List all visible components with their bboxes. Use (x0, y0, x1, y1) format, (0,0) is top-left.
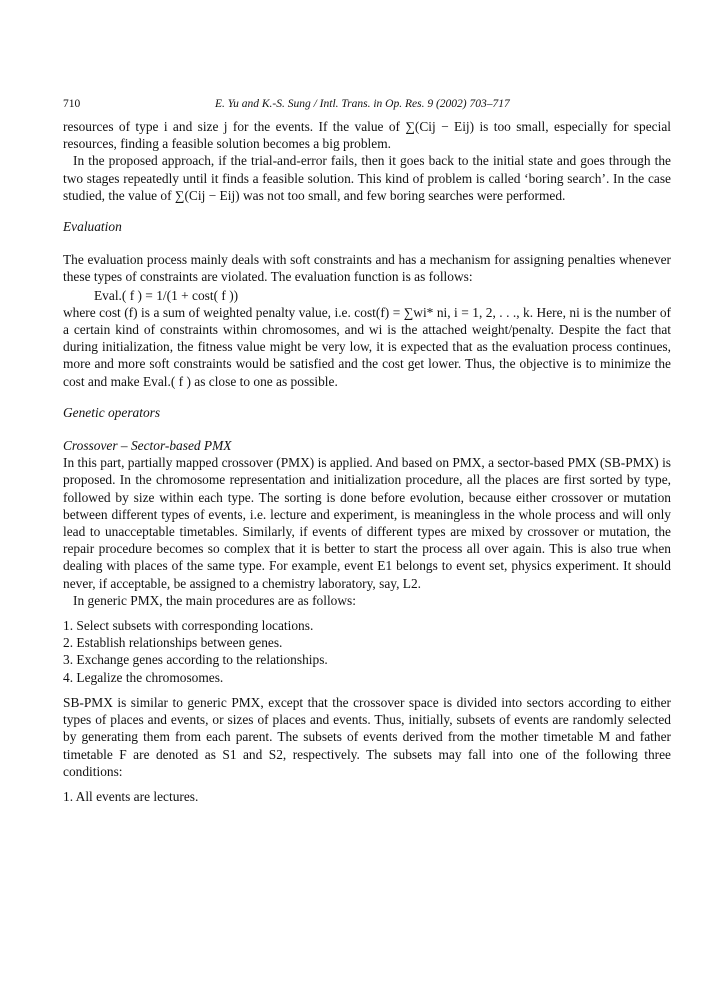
paragraph-7: SB-PMX is similar to generic PMX, except that the crossover space is divided into sectors according to either types of places and events, or sizes of places and events. Thus, initially, subsets of events are randomly selected by generating them from each parent. The subsets of events derived from the mother timetable M and father timetable F are denoted as S1 and S2, respectively. The subsets may fall into one of the following three conditions: (63, 694, 671, 779)
list-item: 1. Select subsets with corresponding locations. (63, 618, 314, 634)
running-title: E. Yu and K.-S. Sung / Intl. Trans. in Op. Res. 9 (2002) 703–717 (215, 98, 510, 110)
paragraph-5: In this part, partially mapped crossover (PMX) is applied. And based on PMX, a sector-based PMX (SB-PMX) is proposed. In the chromosome representation and initialization procedure, all the places are first sorted by type, followed by size within each type. The sorting is done before evolution, because either crossover or mutation between different types of events, i.e. lecture and experiment, is meaningless in the whole process and will only lead to unacceptable timetables. Similarly, if events of different types are mixed by crossover or mutation, the repair procedure becomes so complex that it is better to start the process all over again. This is also true when dealing with places of the same type. For example, event E1 belongs to event set, physics experiment. It should never, if acceptable, be assigned to a chemistry laboratory, say, L2. (63, 455, 671, 591)
list-item: 3. Exchange genes according to the relationships. (63, 652, 328, 668)
page-number: 710 (63, 98, 81, 110)
conditions-list (63, 788, 671, 805)
paragraph-1: resources of type i and size j for the events. If the value of ∑(Cij − Eij) is too small, especially for special resources, finding a feasible solution becomes a big problem. (63, 119, 671, 152)
paragraph-6: In generic PMX, the main procedures are as follows: (73, 592, 356, 608)
page-header (63, 96, 671, 114)
section-heading-evaluation: Evaluation (63, 219, 122, 235)
procedure-list (63, 617, 671, 686)
equation-eval: Eval.( f ) = 1/(1 + cost( f )) (94, 287, 239, 303)
paragraph-3: The evaluation process mainly deals with soft constraints and has a mechanism for assigning penalties whenever these types of constraints are violated. The evaluation function is as follows: (63, 252, 671, 285)
section-heading-genetic-operators: Genetic operators (63, 404, 161, 420)
list-item: 4. Legalize the chromosomes. (63, 669, 224, 685)
list-item: 1. All events are lectures. (63, 788, 199, 804)
paragraph-2: In the proposed approach, if the trial-and-error fails, then it goes back to the initial state and goes through the two stages repeatedly until it finds a feasible solution. This kind of problem is called ‘boring search’. In the case studied, the value of ∑(Cij − Eij) was not too small, and few boring searches were performed. (63, 153, 671, 203)
body-text (63, 118, 671, 813)
list-item: 2. Establish relationships between genes. (63, 635, 283, 651)
paragraph-4: where cost (f) is a sum of weighted penalty value, i.e. cost(f) = ∑wi* ni, i = 1, 2, . . ., k. Here, ni is the number of a certain kind of constraints within chromosomes, and wi is the attached weight/penalty. Despite the fact that during initialization, the fitness value might be very low, it is expected that as the evaluation process continues, more and more soft constraints would be satisfied and the cost get lower. Thus, the objective is to minimize the cost and make Eval.( f ) as close to one as possible. (63, 304, 671, 389)
subsection-heading-crossover: Crossover – Sector-based PMX (63, 438, 232, 454)
